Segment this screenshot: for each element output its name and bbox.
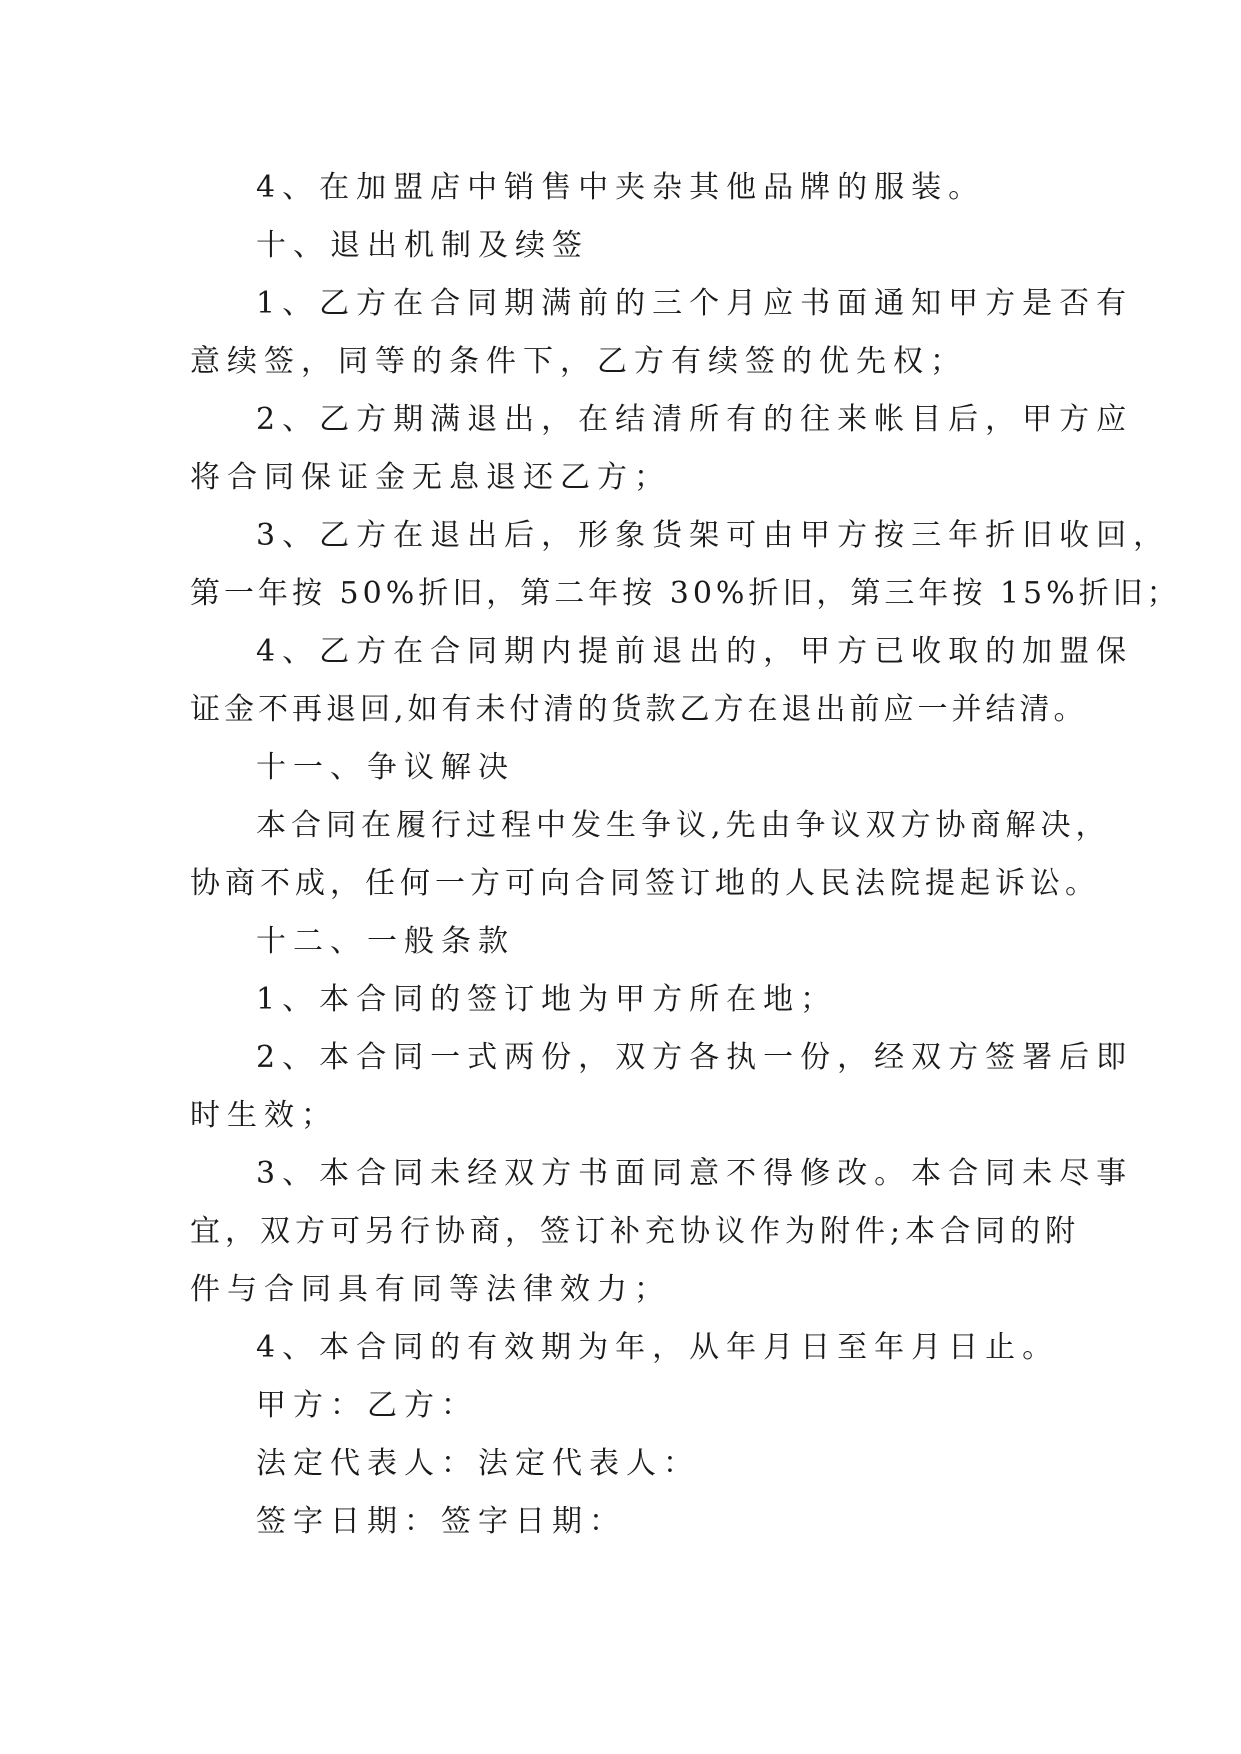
clause-12-item-4: 4、本合同的有效期为年，从年月日至年月日止。 [256,1330,1060,1365]
clause-11-text-cont: 协商不成，任何一方可向合同签订地的人民法院提起诉讼。 [190,866,1100,901]
clause-10-item-4: 4、乙方在合同期内提前退出的，甲方已收取的加盟保 [256,634,1134,669]
clause-12-item-2-cont: 时生效； [190,1098,338,1133]
clause-12-item-3: 3、本合同未经双方书面同意不得修改。本合同未尽事 [256,1156,1134,1191]
signature-legal-representatives: 法定代表人：法定代表人： [256,1446,700,1481]
section-heading-11: 十一、争议解决 [256,750,515,785]
clause-10-item-1-cont: 意续签，同等的条件下，乙方有续签的优先权； [190,344,967,379]
clause-10-item-4-cont: 证金不再退回,如有未付清的货款乙方在退出前应一并结清。 [190,692,1088,727]
clause-12-item-2: 2、本合同一式两份，双方各执一份，经双方签署后即 [256,1040,1134,1075]
signature-party-names: 甲方：乙方： [256,1388,478,1423]
clause-10-item-2: 2、乙方期满退出，在结清所有的往来帐目后，甲方应 [256,402,1134,437]
clause-10-item-2-cont: 将合同保证金无息退还乙方； [190,460,671,495]
clause-11-text: 本合同在履行过程中发生争议,先由争议双方协商解决， [256,808,1111,843]
clause-10-item-1: 1、乙方在合同期满前的三个月应书面通知甲方是否有 [256,286,1134,321]
section-heading-12: 十二、一般条款 [256,924,515,959]
clause-10-item-3-cont: 第一年按 50%折旧，第二年按 30%折旧，第三年按 15%折旧； [190,576,1181,611]
section-heading-10: 十、退出机制及续签 [256,228,589,263]
clause-10-item-3: 3、乙方在退出后，形象货架可由甲方按三年折旧收回， [256,518,1171,553]
clause-12-item-3-cont2: 件与合同具有同等法律效力； [190,1272,671,1307]
clause-12-item-1: 1、本合同的签订地为甲方所在地； [256,982,838,1017]
clause-9-item-4: 4、在加盟店中销售中夹杂其他品牌的服装。 [256,170,986,205]
clause-12-item-3-cont: 宜，双方可另行协商，签订补充协议作为附件;本合同的附 [190,1214,1081,1249]
signature-dates: 签字日期：签字日期： [256,1504,626,1539]
